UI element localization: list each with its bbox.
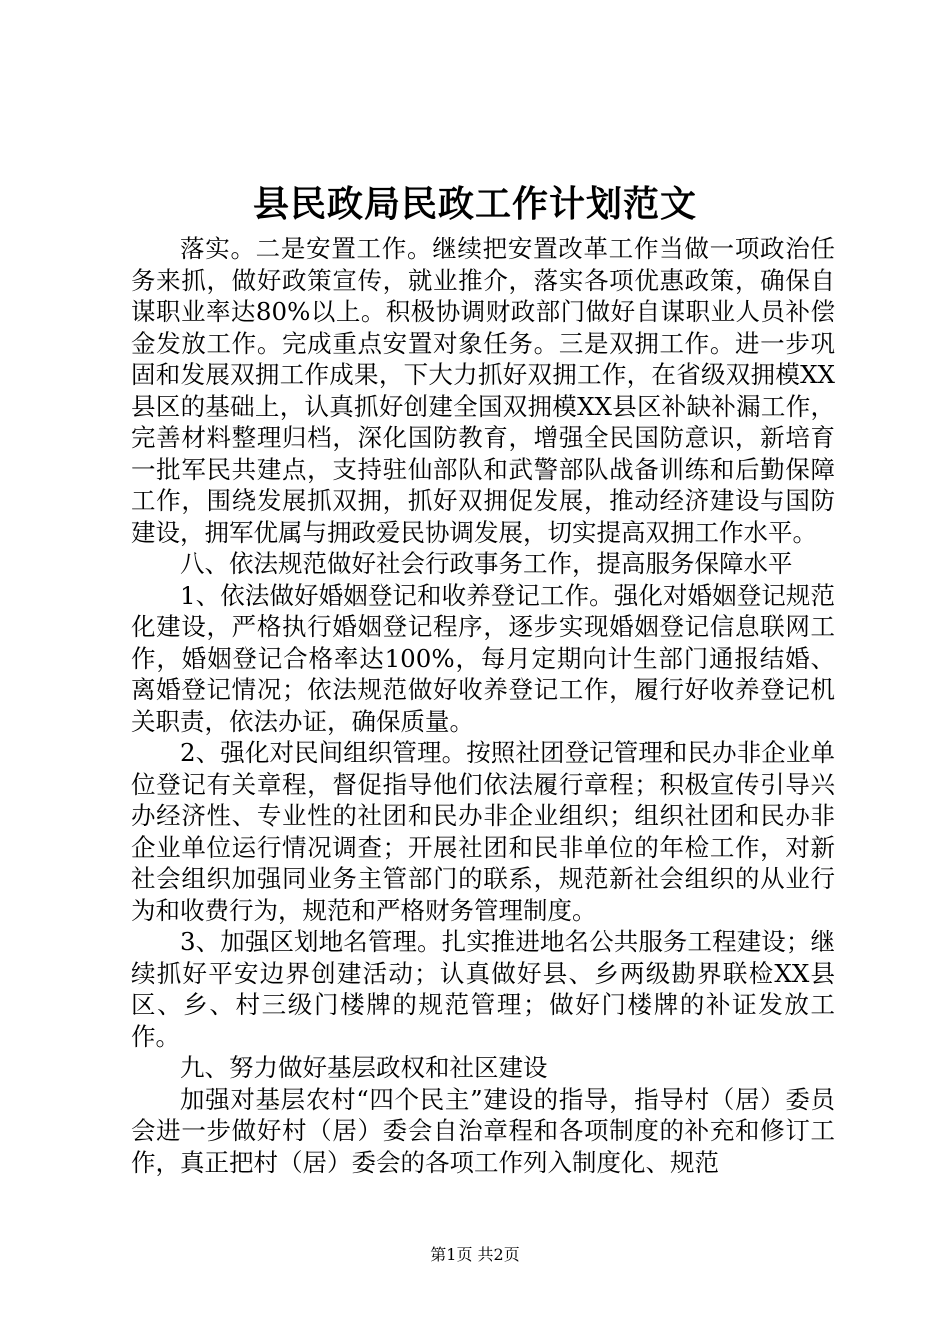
paragraph-resettlement-and-double-support: 落实。二是安置工作。继续把安置改革工作当做一项政治任务来抓，做好政策宣传，就业推介，落实各项优惠政策，确保自谋职业率达80%以上。积极协调财政部门做好自谋职业人员补偿金发放工作。完成重点安置对象任务。三是双拥工作。进一步巩固和发展双拥工作成果，下大力抓好双拥工作，在省级双拥模XX县区的基础上，认真抓好创建全国双拥模XX县区补缺补漏工作，完善材料整理归档，深化国防教育，增强全民国防意识，新培育一批军民共建点，支持驻仙部队和武警部队战备训练和后勤保障工作，围绕发展抓双拥，抓好双拥促发展，推动经济建设与国防建设，拥军优属与拥政爱民协调发展，切实提高双拥工作水平。 xyxy=(131,234,835,547)
paragraph-marriage-adoption-registration: 1、依法做好婚姻登记和收养登记工作。强化对婚姻登记规范化建设，严格执行婚姻登记程序，逐步实现婚姻登记信息联网工作，婚姻登记合格率达100%，每月定期向计生部门通报结婚、离婚登记情况；依法规范做好收养登记工作，履行好收养登记机关职责，依法办证，确保质量。 xyxy=(131,580,835,736)
paragraph-civil-organization-management: 2、强化对民间组织管理。按照社团登记管理和民办非企业单位登记有关章程，督促指导他们依法履行章程；积极宣传引导兴办经济性、专业性的社团和民办非企业组织；组织社团和民办非企业单位运行情况调查；开展社团和民非单位的年检工作，对新社会组织加强同业务主管部门的联系，规范新社会组织的从业行为和收费行为，规范和严格财务管理制度。 xyxy=(131,738,835,925)
document-body xyxy=(131,233,835,1178)
paragraph-place-name-management: 3、加强区划地名管理。扎实推进地名公共服务工程建设；继续抓好平安边界创建活动；认真做好县、乡两级勘界联检XX县区、乡、村三级门楼牌的规范管理；做好门楼牌的补证发放工作。 xyxy=(131,927,835,1051)
section-heading-nine: 九、努力做好基层政权和社区建设 xyxy=(180,1053,548,1082)
page-number-footer: 第1页 共2页 xyxy=(430,1245,520,1264)
paragraph-grassroots-democracy: 加强对基层农村“四个民主”建设的指导，指导村（居）委员会进一步做好村（居）委会自治章程和各项制度的补充和修订工作，真正把村（居）委会的各项工作列入制度化、规范 xyxy=(131,1084,835,1177)
document-title: 县民政局民政工作计划范文 xyxy=(252,183,697,225)
section-heading-eight: 八、依法规范做好社会行政事务工作，提高服务保障水平 xyxy=(180,549,793,578)
